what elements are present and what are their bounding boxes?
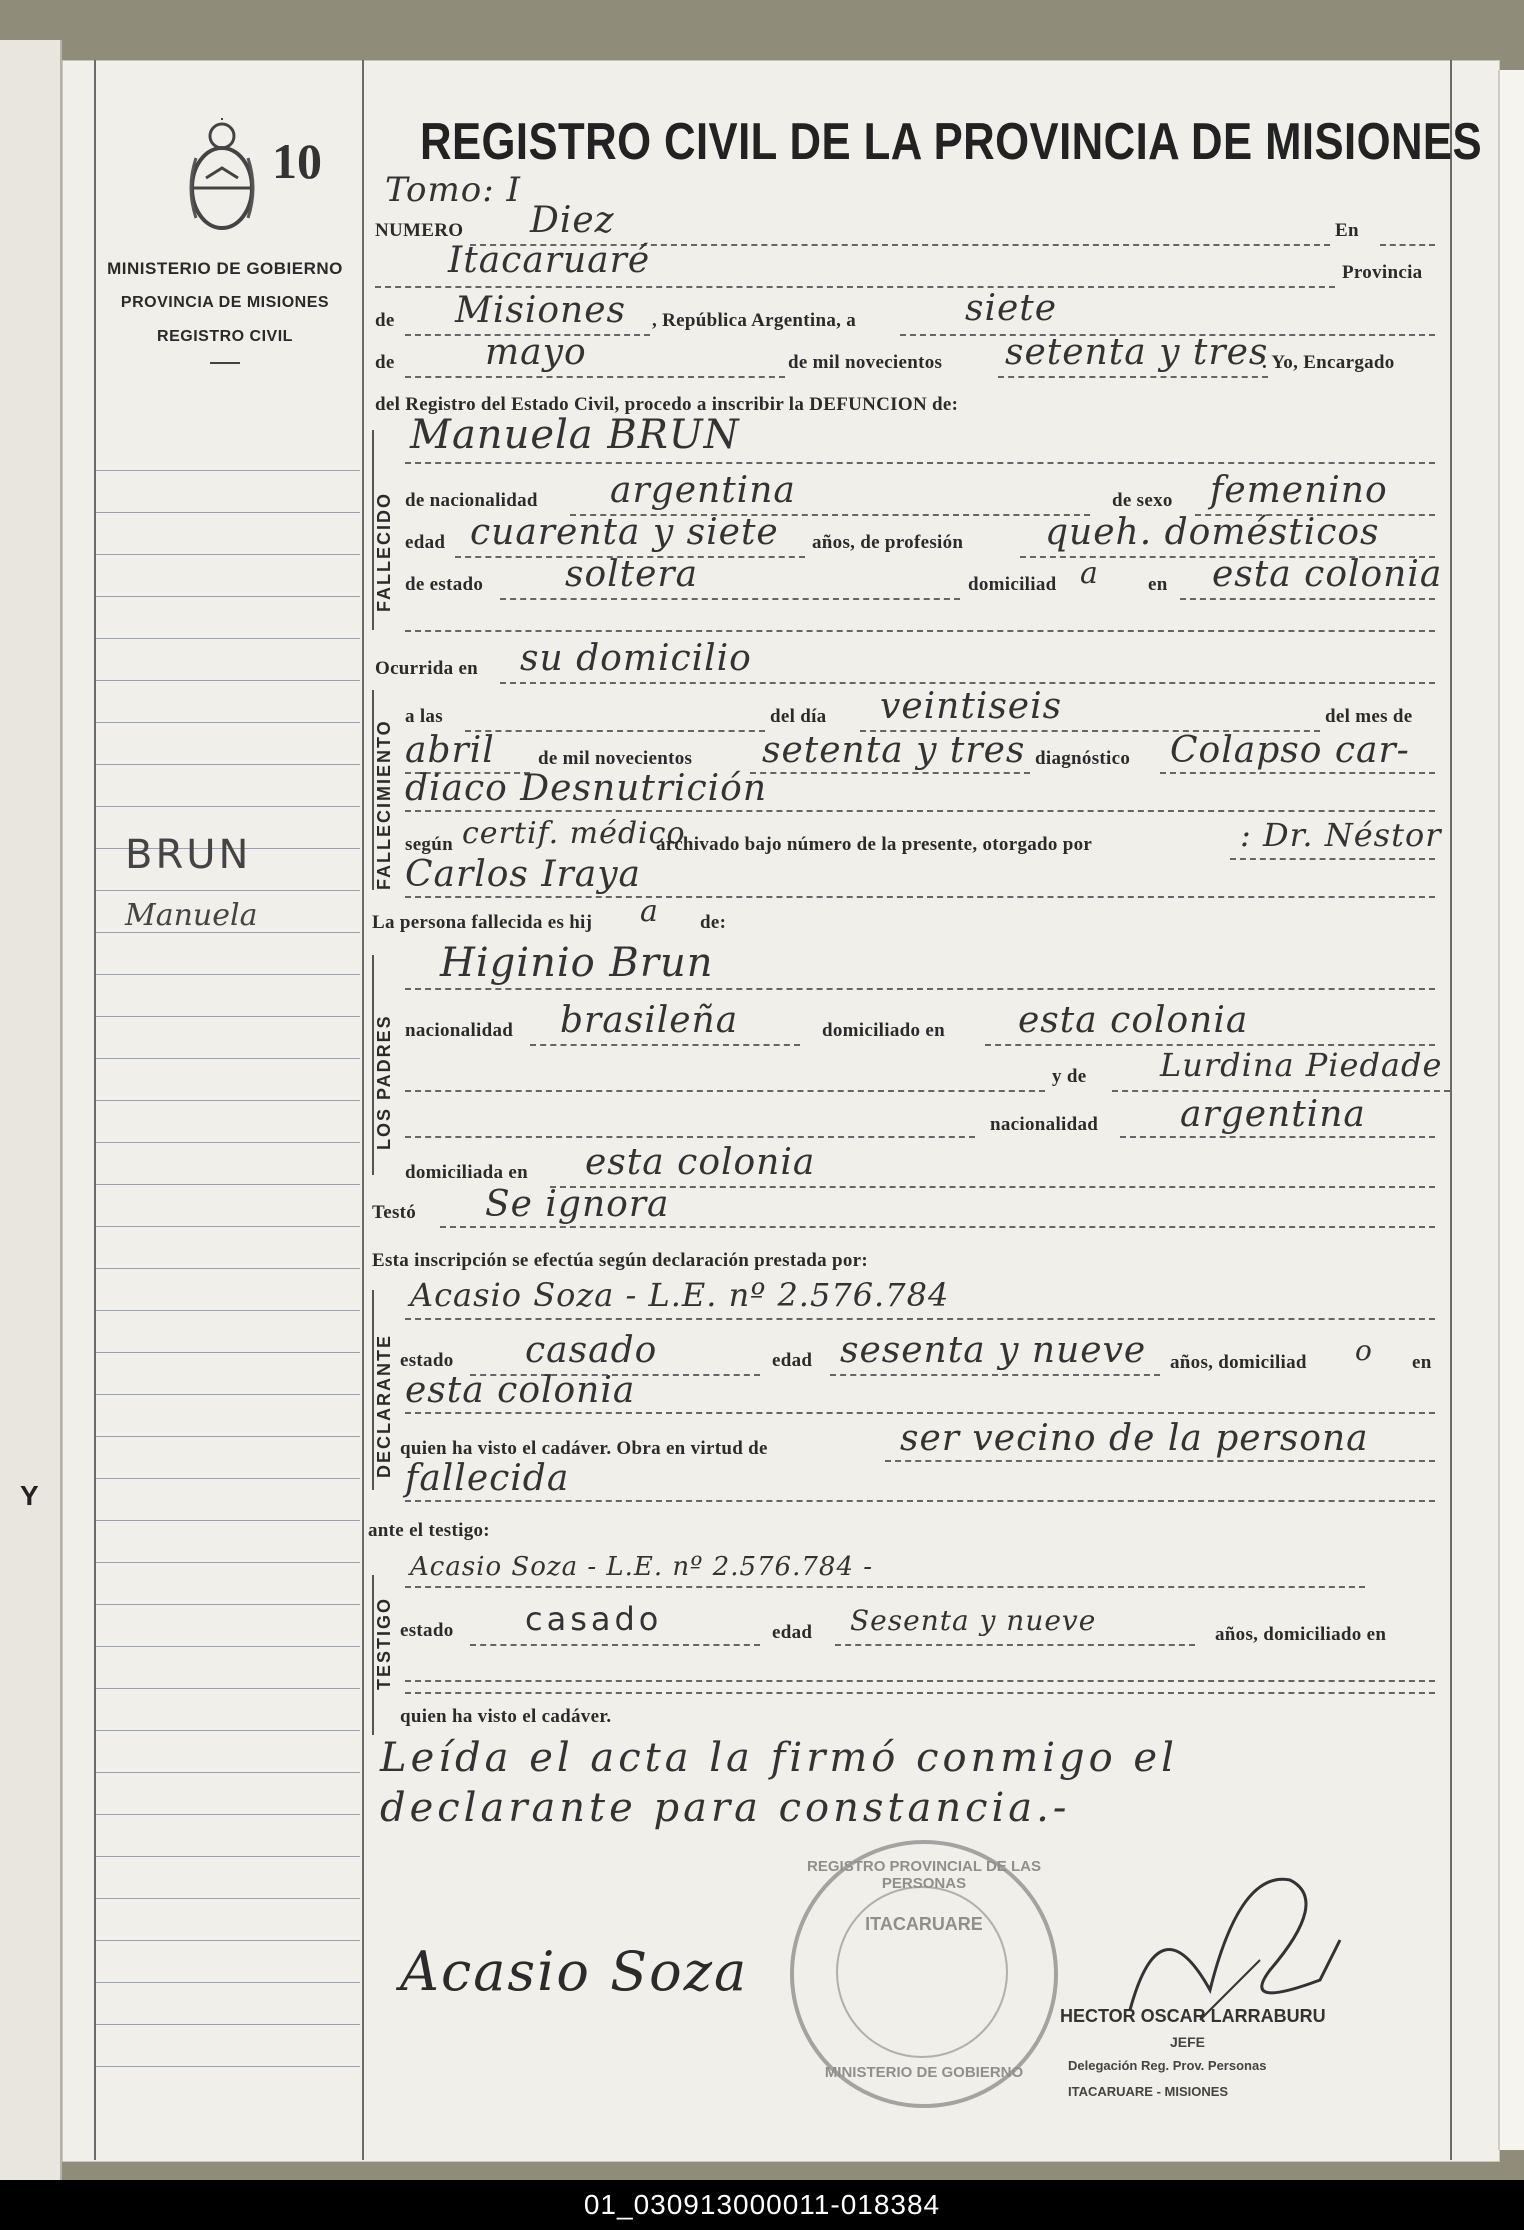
place-value: Itacaruaré: [448, 240, 651, 281]
en-label: En: [1335, 220, 1359, 241]
segun-label: según: [405, 834, 453, 855]
margin-rule: [96, 1184, 360, 1185]
hija-label: La persona fallecida es hij: [372, 912, 593, 933]
tomo-value: Tomo: I: [385, 170, 521, 210]
edad-label: edad: [405, 532, 446, 553]
domiciliada-label: domiciliada en: [405, 1162, 528, 1183]
margin-rule: [96, 974, 360, 975]
margin-rule: [96, 554, 360, 555]
margin-rule: [96, 512, 360, 513]
diagnostico-line-2: [405, 810, 1435, 812]
place-line: [375, 286, 1335, 288]
margin-rule: [96, 764, 360, 765]
margin-rule: [96, 1268, 360, 1269]
estado-line: [500, 598, 960, 600]
margin-mark: Y: [20, 1480, 39, 1511]
margin-rule: [96, 2066, 360, 2067]
testigo-edad-label: edad: [772, 1622, 813, 1643]
anio-line: [750, 772, 1030, 774]
margin-rule: [96, 1352, 360, 1353]
testigo-domicilio-line: [405, 1680, 1435, 1682]
fallecido-name-line: [405, 462, 1435, 464]
testigo-domicilio-label: años, domiciliado en: [1215, 1624, 1387, 1645]
numero-value: Diez: [530, 200, 615, 241]
declarante-estado-label: estado: [400, 1350, 454, 1371]
diagnostico-line: [1160, 772, 1435, 774]
declarante-edad-value: sesenta y nueve: [840, 1330, 1147, 1371]
testigo-domicilio-line-b: [405, 1692, 1435, 1694]
declarante-virtud-1: ser vecino de la persona: [900, 1418, 1369, 1459]
dia-value: veintiseis: [880, 686, 1063, 727]
domicilio-value: esta colonia: [1212, 554, 1443, 595]
padres-de-label: de:: [700, 912, 727, 933]
declarante-name-line: [405, 1318, 1435, 1320]
folio-number: 10: [272, 133, 322, 189]
declarante-edad-label: edad: [772, 1350, 813, 1371]
margin-rule: [96, 1814, 360, 1815]
margin-rule: [96, 722, 360, 723]
nacionalidad-padre-label: nacionalidad: [405, 1020, 514, 1041]
margin-line-inner: [362, 60, 364, 2160]
declarante-intro: Esta inscripción se efectúa según declaración prestada por:: [372, 1250, 869, 1271]
domiciliado-label: domiciliado en: [822, 1020, 945, 1041]
margin-rule: [96, 1520, 360, 1521]
year-line: [998, 376, 1268, 378]
nacionalidad-padre-line: [530, 1044, 800, 1046]
declarante-domicilio-value: esta colonia: [405, 1370, 636, 1411]
ocurrida-line: [500, 682, 1435, 684]
anio-value: setenta y tres: [762, 730, 1026, 771]
margin-rule: [96, 1058, 360, 1059]
margin-rule: [96, 1478, 360, 1479]
provincia-label: Provincia: [1342, 262, 1423, 283]
document-id-footer: 01_030913000011-018384: [0, 2180, 1524, 2230]
margin-rule: [96, 1394, 360, 1395]
testigo-estado-label: estado: [400, 1620, 454, 1641]
domicilio-madre-line: [550, 1186, 1435, 1188]
declarant-signature: Acasio Soza: [400, 1940, 749, 2003]
delegation-line-2: ITACARUARE - MISIONES: [1068, 2084, 1229, 2099]
margin-rule: [96, 1856, 360, 1857]
margin-rule: [96, 1562, 360, 1563]
coat-of-arms-icon: [182, 118, 262, 236]
declarante-virtud-line: [885, 1460, 1435, 1462]
estado-value: soltera: [565, 554, 699, 595]
testigo-intro: ante el testigo:: [368, 1520, 490, 1541]
madre-name: Lurdina Piedade: [1160, 1046, 1443, 1084]
margin-rule: [96, 806, 360, 807]
margin-rule: [96, 1688, 360, 1689]
republica-label: , República Argentina, a: [652, 310, 857, 331]
nacionalidad-madre-value: argentina: [1180, 1094, 1366, 1135]
sexo-label: de sexo: [1112, 490, 1173, 511]
testo-value: Se ignora: [485, 1184, 670, 1225]
margin-rule: [96, 1772, 360, 1773]
padres-section-label: LOS PADRES: [374, 1014, 394, 1150]
declarante-domicilio-line: [405, 1412, 1435, 1414]
madre-line: [1112, 1090, 1450, 1092]
de-label: de: [375, 310, 395, 331]
domiciliad-label: domiciliad: [968, 574, 1057, 595]
mil-novecientos-label-2: de mil novecientos: [538, 748, 693, 769]
margin-rule: [96, 890, 360, 891]
margin-rule: [96, 470, 360, 471]
encargado-label: . Yo, Encargado: [1262, 352, 1395, 373]
dia-label: del día: [770, 706, 827, 727]
sexo-value: femenino: [1210, 470, 1388, 511]
delegation-line-1: Delegación Reg. Prov. Personas: [1068, 2058, 1267, 2073]
testo-label: Testó: [372, 1202, 417, 1223]
profesion-label: años, de profesión: [812, 532, 964, 553]
officer-name: HECTOR OSCAR LARRABURU: [1060, 2006, 1326, 2026]
mes-label: del mes de: [1325, 706, 1413, 727]
seal-text-bottom: MINISTERIO DE GOBIERNO: [824, 2064, 1024, 2081]
otorgado-value-2: Carlos Iraya: [405, 854, 642, 895]
testigo-estado-line: [470, 1644, 760, 1646]
officer-title: JEFE: [1170, 2034, 1206, 2050]
ocurrida-label: Ocurrida en: [375, 658, 479, 679]
closing-line-1: Leída el acta la firmó conmigo el: [380, 1735, 1178, 1781]
closing-line-2: declarante para constancia.-: [380, 1785, 1071, 1831]
testigo-edad-value: Sesenta y nueve: [850, 1604, 1097, 1637]
a-las-line: [465, 730, 765, 732]
ministry-header: MINISTERIO DE GOBIERNO PROVINCIA DE MISIONES REGISTRO CIVIL: [107, 259, 343, 345]
declarante-domicilio-suffix: o: [1355, 1334, 1373, 1367]
ocurrida-value: su domicilio: [520, 638, 752, 679]
declarante-virtud-2: fallecida: [405, 1458, 570, 1499]
margin-rule: [96, 1940, 360, 1941]
domicilio-madre-value: esta colonia: [585, 1142, 816, 1183]
fallecido-name: Manuela BRUN: [410, 412, 740, 458]
domicilio-line: [1180, 598, 1435, 600]
month-value: mayo: [485, 332, 587, 373]
registro-text: del Registro del Estado Civil, procedo a inscribir la DEFUNCION de:: [375, 394, 959, 415]
testigo-visto-label: quien ha visto el cadáver.: [400, 1706, 612, 1727]
declarante-edad-line: [830, 1374, 1160, 1376]
margin-rule: [96, 1982, 360, 1983]
otorgado-value: : Dr. Néstor: [1240, 816, 1442, 854]
declarante-estado-value: casado: [525, 1330, 658, 1371]
nacionalidad-label: de nacionalidad: [405, 490, 538, 511]
seal-text-top: REGISTRO PROVINCIAL DE LAS PERSONAS: [807, 1858, 1041, 1892]
official-seal: [790, 1840, 1058, 2108]
nacionalidad-value: argentina: [610, 470, 796, 511]
en-label-2: en: [1148, 574, 1168, 595]
en-line: [1380, 244, 1435, 246]
diagnostico-value-1: Colapso car-: [1170, 730, 1410, 771]
year-value: setenta y tres: [1005, 332, 1269, 373]
hija-suffix: a: [640, 894, 659, 929]
page-title: REGISTRO CIVIL DE LA PROVINCIA DE MISIONES: [420, 113, 1483, 171]
numero-label: NUMERO: [375, 220, 464, 241]
mes-value: abril: [405, 730, 495, 771]
testo-line: [440, 1226, 1435, 1228]
margin-rule: [96, 1730, 360, 1731]
estado-label: de estado: [405, 574, 484, 595]
edad-value: cuarenta y siete: [470, 512, 779, 553]
domiciliad-suffix: a: [1080, 556, 1099, 591]
a-las-label: a las: [405, 706, 443, 727]
de2-label: de: [375, 352, 395, 373]
archivado-label: archivado bajo número de la presente, otorgado por: [656, 834, 1093, 855]
nacionalidad-padre-value: brasileña: [560, 1000, 739, 1041]
segun-value: certif. médico: [462, 816, 686, 851]
testigo-name: Acasio Soza - L.E. nº 2.576.784 -: [410, 1552, 874, 1582]
month-line: [405, 376, 785, 378]
page-edge: [1498, 70, 1524, 2150]
margin-rule: [96, 1898, 360, 1899]
fallecido-blank-line: [405, 630, 1435, 632]
margin-surname: BRUN: [125, 832, 252, 878]
testigo-edad-line: [835, 1644, 1195, 1646]
nacionalidad-madre-line: [1120, 1136, 1435, 1138]
fallecido-section-label: FALLECIDO: [374, 492, 394, 612]
otorgado-line: [1230, 858, 1435, 860]
margin-rule: [96, 1226, 360, 1227]
padre-line: [405, 988, 1435, 990]
page-right-line: [1450, 60, 1452, 2160]
diagnostico-label: diagnóstico: [1035, 748, 1131, 769]
book-binding: [0, 40, 62, 2180]
declarante-virtud-line-2: [405, 1500, 1435, 1502]
officer-signature-icon: [1120, 1860, 1350, 2030]
margin-rule: [96, 1142, 360, 1143]
margin-rule: [96, 1646, 360, 1647]
margin-rule: [96, 680, 360, 681]
declarante-domicilio-label: años, domiciliad: [1170, 1352, 1307, 1373]
margin-rule: [96, 2024, 360, 2025]
province-value: Misiones: [455, 290, 627, 331]
divider: [210, 362, 240, 364]
declarante-en-label: en: [1412, 1352, 1432, 1373]
nacionalidad-madre-label: nacionalidad: [990, 1114, 1099, 1135]
seal-text-mid: ITACARUARE: [865, 1914, 983, 1934]
margin-rule: [96, 1436, 360, 1437]
mil-novecientos-label: de mil novecientos: [788, 352, 943, 373]
margin-rule: [96, 638, 360, 639]
declarante-name: Acasio Soza - L.E. nº 2.576.784: [410, 1276, 950, 1314]
testigo-name-line: [405, 1586, 1365, 1588]
margin-rule: [96, 1016, 360, 1017]
domicilio-padre-value: esta colonia: [1018, 1000, 1249, 1041]
testigo-section-label: TESTIGO: [374, 1596, 394, 1690]
declarante-section-label: DECLARANTE: [374, 1334, 394, 1478]
madre-blank-line: [405, 1090, 1045, 1092]
margin-rule: [96, 1100, 360, 1101]
margin-line-outer: [94, 60, 96, 2160]
declarante-visto-label: quien ha visto el cadáver. Obra en virtud de: [400, 1438, 768, 1459]
diagnostico-value-2: diaco Desnutrición: [405, 768, 768, 809]
madre-blank-line-2: [405, 1136, 975, 1138]
margin-given-name: Manuela: [125, 898, 258, 933]
padre-name: Higinio Brun: [440, 940, 714, 986]
margin-rule: [96, 1310, 360, 1311]
otorgado-line-2: [405, 896, 1435, 898]
fallecimiento-section-label: FALLECIMIENTO: [374, 719, 394, 890]
margin-rule: [96, 1604, 360, 1605]
margin-rule: [96, 596, 360, 597]
yde-label: y de: [1052, 1066, 1087, 1087]
profesion-value: queh. domésticos: [1045, 512, 1380, 553]
day-value: siete: [965, 288, 1058, 329]
testigo-estado-value: casado: [525, 1600, 663, 1638]
